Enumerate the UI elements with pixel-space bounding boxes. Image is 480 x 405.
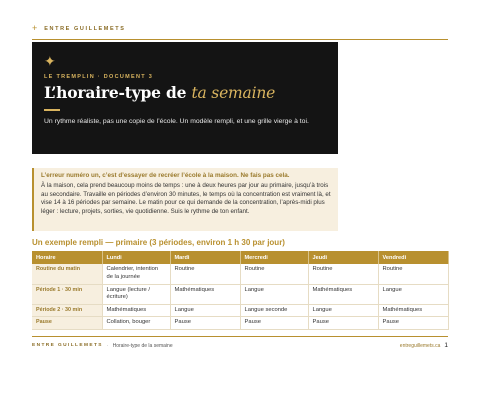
table-cell: Pause [170, 317, 240, 330]
table-cell: Pause [308, 317, 378, 330]
table-cell: Routine [170, 264, 240, 284]
table-cell: Langue [308, 304, 378, 317]
column-header-vendredi: Vendredi [378, 251, 448, 264]
page-footer [32, 336, 448, 354]
column-header-mardi: Mardi [170, 251, 240, 264]
hero-lead: Un rythme réaliste, pas une copie de l’école. Un modèle rempli, et une grille vierge à toi. [44, 118, 309, 125]
callout-heading: L’erreur numéro un, c’est d’essayer de recréer l’école à la maison. Ne fais pas cela. [41, 172, 290, 179]
table-header-row [32, 251, 448, 264]
page-title [44, 83, 327, 102]
table-cell: Langue [378, 284, 448, 304]
table-cell: Routine [378, 264, 448, 284]
table-cell: Mathématiques [308, 284, 378, 304]
hero-kicker: LE TREMPLIN · DOCUMENT 3 [44, 74, 154, 80]
row-slot-label: Routine du matin [32, 264, 102, 284]
table-row [32, 304, 448, 317]
table-cell: Mathématiques [102, 304, 170, 317]
top-header-bar [32, 18, 448, 40]
schedule-title: Un exemple rempli — primaire (3 périodes, environ 1 h 30 par jour) [32, 238, 285, 247]
title-emphasis: ta semaine [191, 84, 276, 102]
table-row [32, 284, 448, 304]
table-cell: Langue [170, 304, 240, 317]
table-cell: Collation, bouger [102, 317, 170, 330]
column-header-horaire: Horaire [32, 251, 102, 264]
table-cell: Routine [308, 264, 378, 284]
column-header-lundi: Lundi [102, 251, 170, 264]
callout-body: À la maison, cela prend beaucoup moins de temps : une à deux heures par jour au primaire, jusqu’à trois au secondaire. Travaille en périodes d’environ 30 minutes, le temps où la concentration est vraiment là, et vise 14 à 16 périodes par semaine. Le matin pour ce qui demande de la concentration, l’après-midi plus léger : lecture, projets, sorties, vie quotidienne. Suis le rythme de ton enfant. [41, 182, 331, 215]
table-row [32, 264, 448, 284]
column-header-jeudi: Jeudi [308, 251, 378, 264]
table-cell: Mathématiques [378, 304, 448, 317]
row-slot-label: Période 2 · 30 min [32, 304, 102, 317]
table-cell: Pause [378, 317, 448, 330]
schedule-table [32, 251, 449, 330]
title-main: L’horaire-type de [44, 83, 192, 102]
footer-doc-title: Horaire-type de la semaine [112, 342, 173, 349]
footer-site-link[interactable]: entreguillemets.ca [399, 342, 441, 349]
header-brand: ENTRE GUILLEMETS [44, 25, 126, 32]
footer-brand: ENTRE GUILLEMETS [32, 343, 103, 348]
star-icon: ✦ [44, 53, 56, 69]
table-cell: Calendrier, intention de la journée [102, 264, 170, 284]
page-number: 1 [444, 342, 448, 349]
hero-banner [32, 42, 338, 154]
column-header-mercredi: Mercredi [240, 251, 308, 264]
footer-separator: · [106, 342, 109, 349]
sparkle-icon: + [32, 23, 38, 33]
table-cell: Langue seconde [240, 304, 308, 317]
row-slot-label: Période 1 · 30 min [32, 284, 102, 304]
table-cell: Mathématiques [170, 284, 240, 304]
table-cell: Langue [240, 284, 308, 304]
warning-callout [32, 168, 338, 231]
title-underline-rule [44, 109, 60, 111]
table-cell: Pause [240, 317, 308, 330]
row-slot-label: Pause [32, 317, 102, 330]
table-cell: Langue (lecture / écriture) [102, 284, 170, 304]
table-cell: Routine [240, 264, 308, 284]
table-row [32, 317, 448, 330]
